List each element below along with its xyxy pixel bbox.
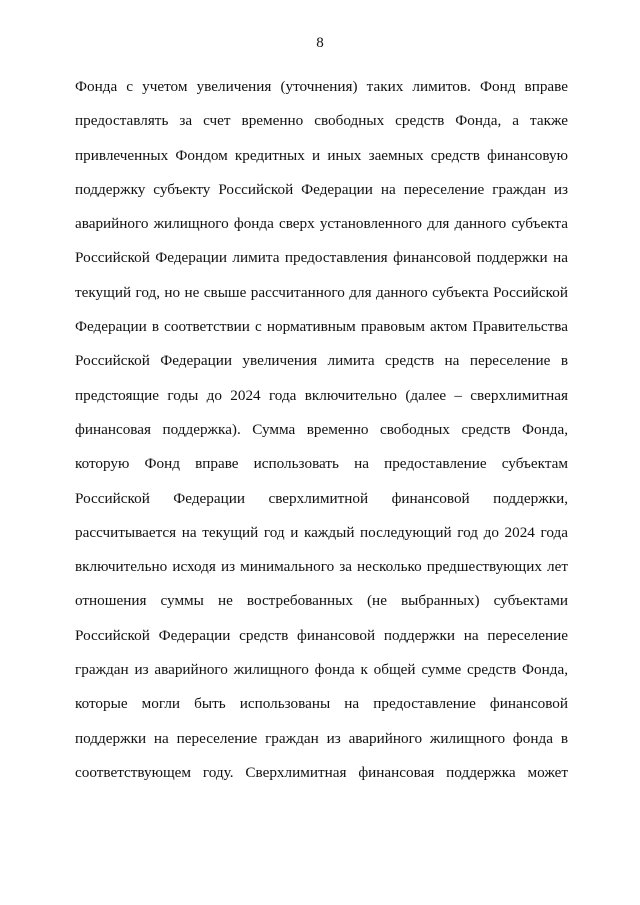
text-line: Федерации в соответствии с нормативным правовым актом Правительства: [75, 318, 568, 336]
text-line: включительно исходя из минимального за несколько предшествующих лет: [75, 558, 568, 576]
text-line: граждан из аварийного жилищного фонда к общей сумме средств Фонда,: [75, 661, 568, 679]
text-line: Российской Федерации увеличения лимита средств на переселение в: [75, 352, 568, 370]
text-line: Российской Федерации сверхлимитной финансовой поддержки,: [75, 489, 568, 507]
text-line: поддержку субъекту Российской Федерации на переселение граждан из: [75, 180, 568, 198]
text-line: Российской Федерации средств финансовой поддержки на переселение: [75, 626, 568, 644]
text-line: поддержки на переселение граждан из аварийного жилищного фонда в: [75, 729, 568, 747]
text-line: рассчитывается на текущий год и каждый последующий год до 2024 года: [75, 523, 568, 541]
page-number: 8: [316, 35, 324, 51]
text-line: Российской Федерации лимита предоставления финансовой поддержки на: [75, 249, 568, 267]
text-line: предоставлять за счет временно свободных средств Фонда, а также: [75, 112, 568, 130]
text-line: соответствующем году. Сверхлимитная финансовая поддержка может: [75, 763, 568, 781]
text-line: финансовая поддержка). Сумма временно свободных средств Фонда,: [75, 420, 568, 438]
text-line: привлеченных Фондом кредитных и иных заемных средств финансовую: [75, 146, 568, 164]
text-line: аварийного жилищного фонда сверх установленного для данного субъекта: [75, 215, 568, 233]
text-line: которую Фонд вправе использовать на предоставление субъектам: [75, 455, 568, 473]
text-line: предстоящие годы до 2024 года включительно (далее – сверхлимитная: [75, 386, 568, 404]
text-line: текущий год, но не свыше рассчитанного для данного субъекта Российской: [75, 283, 568, 301]
text-line: Фонда с учетом увеличения (уточнения) таких лимитов. Фонд вправе: [75, 78, 568, 95]
text-line: отношения суммы не востребованных (не выбранных) субъектами: [75, 592, 568, 610]
text-line: которые могли быть использованы на предоставление финансовой: [75, 695, 568, 713]
body-text: [75, 70, 568, 790]
